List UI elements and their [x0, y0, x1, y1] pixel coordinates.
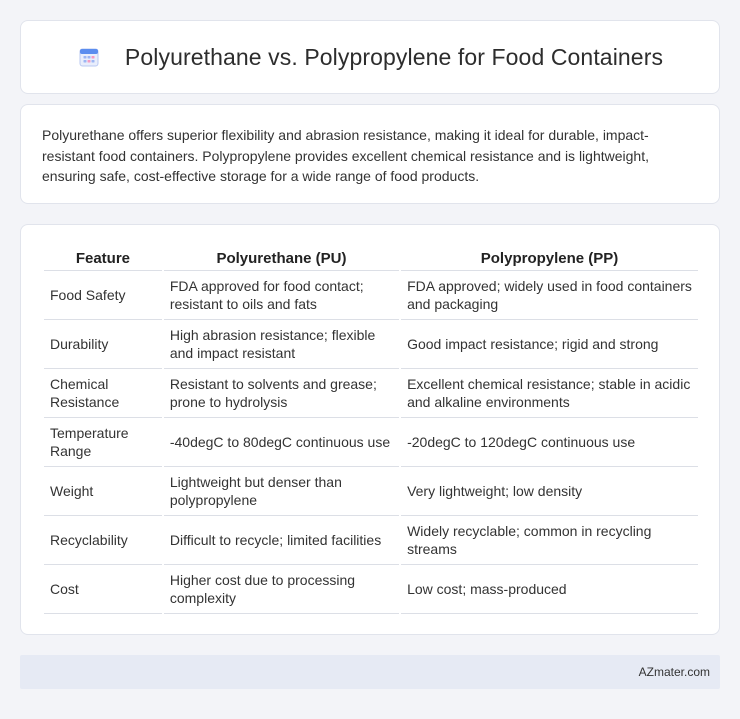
table-header-row: [44, 247, 698, 271]
polyurethane-cell: FDA approved for food contact; resistant to oils and fats: [164, 271, 399, 320]
calendar-icon: [77, 45, 101, 69]
feature-cell: Cost: [44, 565, 162, 614]
page-title: Polyurethane vs. Polypropylene for Food Containers: [124, 43, 664, 70]
comparison-card: [20, 224, 720, 635]
polyurethane-cell: -40degC to 80degC continuous use: [164, 418, 399, 467]
polypropylene-cell: Good impact resistance; rigid and strong: [401, 320, 698, 369]
table-row: [44, 320, 698, 369]
feature-cell: Weight: [44, 467, 162, 516]
table-row: [44, 565, 698, 614]
footer-bar: [20, 655, 720, 689]
polypropylene-cell: Widely recyclable; common in recycling streams: [401, 516, 698, 565]
summary-card: [20, 104, 720, 204]
polypropylene-cell: FDA approved; widely used in food containers and packaging: [401, 271, 698, 320]
title-card: [20, 20, 720, 94]
column-header-polyurethane: Polyurethane (PU): [164, 247, 399, 271]
polyurethane-cell: Higher cost due to processing complexity: [164, 565, 399, 614]
polypropylene-cell: Low cost; mass-produced: [401, 565, 698, 614]
table-row: [44, 418, 698, 467]
feature-cell: Chemical Resistance: [44, 369, 162, 418]
feature-cell: Recyclability: [44, 516, 162, 565]
polypropylene-cell: -20degC to 120degC continuous use: [401, 418, 698, 467]
table-row: [44, 516, 698, 565]
title-row: [77, 44, 663, 71]
table-row: [44, 271, 698, 320]
comparison-table: [42, 247, 700, 614]
polyurethane-cell: Resistant to solvents and grease; prone to hydrolysis: [164, 369, 399, 418]
feature-cell: Durability: [44, 320, 162, 369]
table-row: [44, 467, 698, 516]
table-row: [44, 369, 698, 418]
feature-cell: Temperature Range: [44, 418, 162, 467]
polyurethane-cell: Difficult to recycle; limited facilities: [164, 516, 399, 565]
feature-cell: Food Safety: [44, 271, 162, 320]
footer-brand: AZmater.com: [638, 665, 710, 679]
polypropylene-cell: Excellent chemical resistance; stable in acidic and alkaline environments: [401, 369, 698, 418]
polypropylene-cell: Very lightweight; low density: [401, 467, 698, 516]
column-header-polypropylene: Polypropylene (PP): [401, 247, 698, 271]
summary-text: Polyurethane offers superior flexibility and abrasion resistance, making it ideal for durable, impact-resistant food containers. Polypropylene provides excellent chemical resistance and is lightweight, ensuring safe, cost-effective storage for a wide range of food products.: [42, 127, 649, 184]
column-header-feature: Feature: [44, 247, 162, 271]
polyurethane-cell: Lightweight but denser than polypropylene: [164, 467, 399, 516]
polyurethane-cell: High abrasion resistance; flexible and impact resistant: [164, 320, 399, 369]
